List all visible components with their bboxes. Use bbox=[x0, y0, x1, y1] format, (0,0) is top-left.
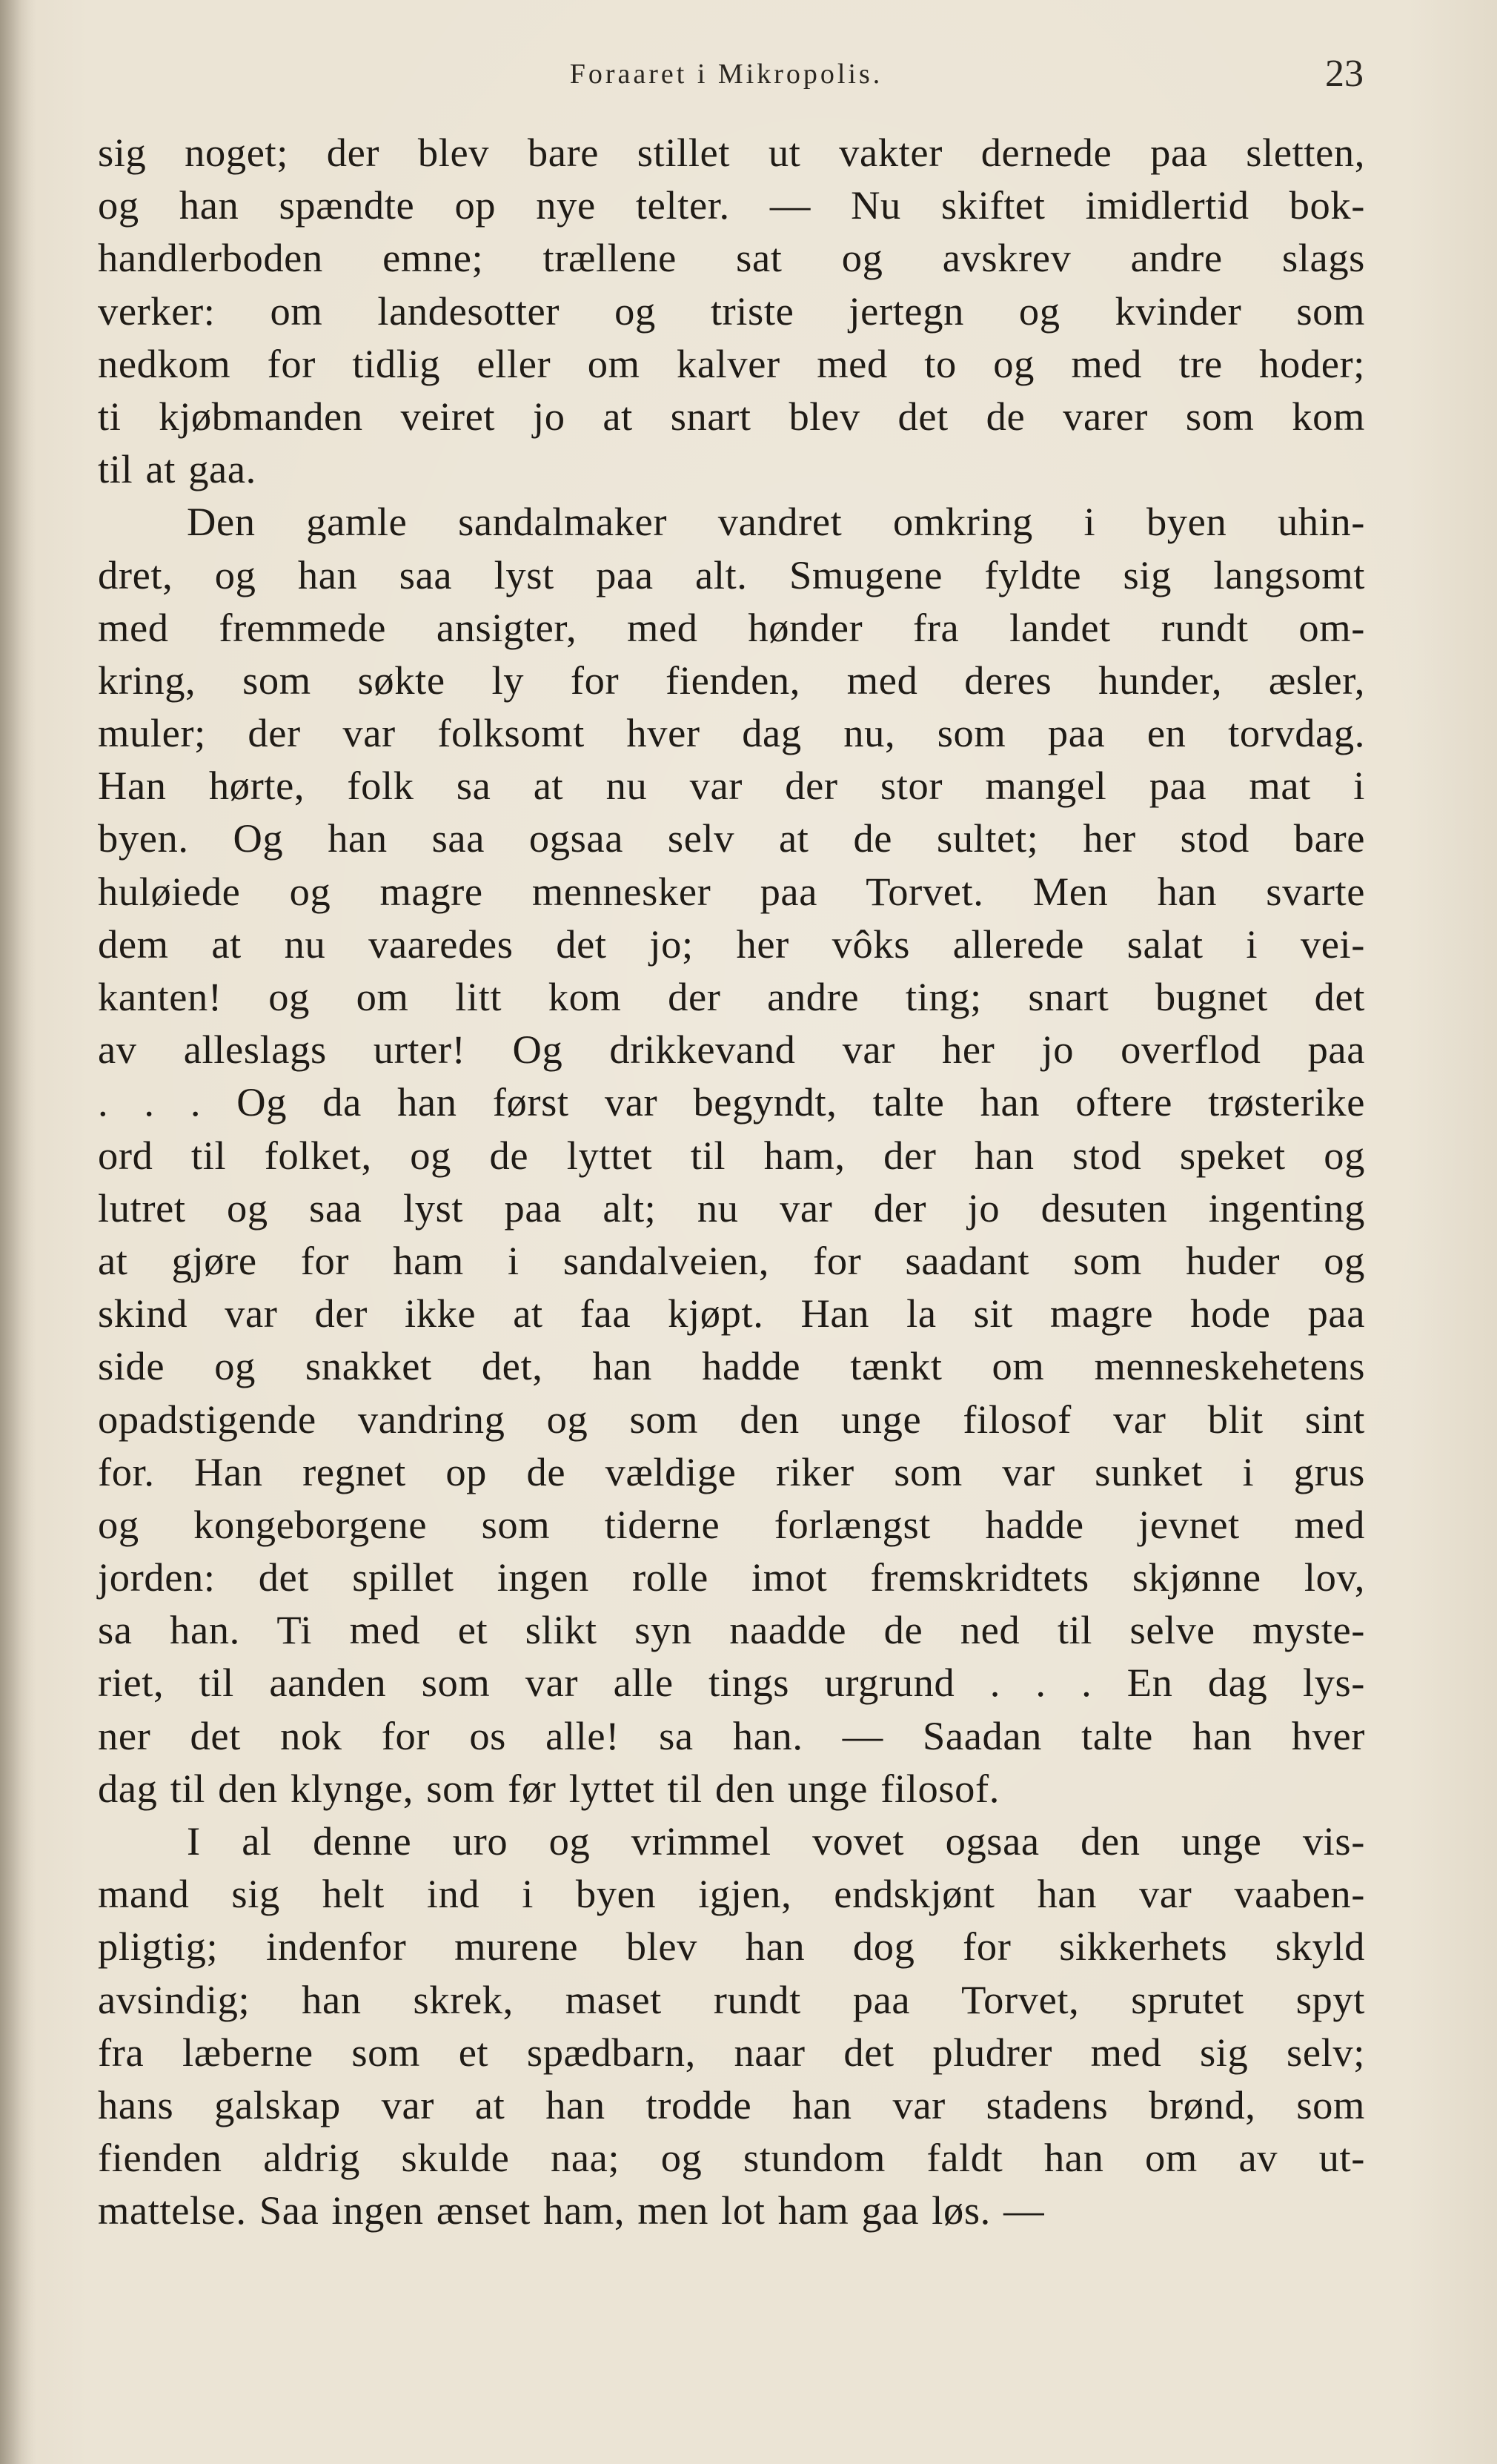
text-line: ord til folket, og de lyttet til ham, der han stod speket og bbox=[98, 1132, 1365, 1178]
text-line: riet, til aanden som var alle tings urgrund . . . En dag lys- bbox=[98, 1660, 1365, 1706]
text-line: byen. Og han saa ogsaa selv at de sultet; her stod bare bbox=[98, 815, 1365, 861]
text-line: kring, som søkte ly for fienden, med deres hunder, æsler, bbox=[98, 657, 1365, 703]
page-number: 23 bbox=[1325, 53, 1364, 95]
text-line: at gjøre for ham i sandalveien, for saadant som huder og bbox=[98, 1237, 1365, 1283]
text-line: dret, og han saa lyst paa alt. Smugene fyldte sig langsomt bbox=[98, 552, 1365, 597]
body-text bbox=[98, 126, 1365, 2237]
text-line: av alleslags urter! Og drikkevand var her jo overflod paa bbox=[98, 1027, 1365, 1073]
text-line: mand sig helt ind i byen igjen, endskjønt han var vaaben- bbox=[98, 1871, 1365, 1917]
text-line: side og snakket det, han hadde tænkt om menneskehetens bbox=[98, 1343, 1365, 1389]
text-line: sa han. Ti med et slikt syn naadde de ned til selve myste- bbox=[98, 1607, 1365, 1653]
text-line: hans galskap var at han trodde han var stadens brønd, som bbox=[98, 2082, 1365, 2127]
text-line: med fremmede ansigter, med hønder fra landet rundt om- bbox=[98, 604, 1365, 650]
text-line: skind var der ikke at faa kjøpt. Han la sit magre hode paa bbox=[98, 1291, 1365, 1337]
text-line: pligtig; indenfor murene blev han dog for sikkerhets skyld bbox=[98, 1924, 1365, 1970]
text-line: sig noget; der blev bare stillet ut vakter dernede paa sletten, bbox=[98, 130, 1365, 175]
text-line: opadstigende vandring og som den unge filosof var blit sint bbox=[98, 1396, 1365, 1442]
text-line: for. Han regnet op de vældige riker som var sunket i grus bbox=[98, 1448, 1365, 1494]
text-line: handlerboden emne; trællene sat og avskrev andre slags bbox=[98, 235, 1365, 281]
text-line: og han spændte op nye telter. — Nu skiftet imidlertid bok- bbox=[98, 182, 1365, 228]
paragraph-start-line: I al denne uro og vrimmel vovet ogsaa den unge vis- bbox=[187, 1818, 1365, 1864]
paragraph-end-line: mattelse. Saa ingen ænset ham, men lot ham gaa løs. — bbox=[98, 2188, 1045, 2233]
text-line: . . . Og da han først var begyndt, talte han oftere trøsterike bbox=[98, 1079, 1365, 1125]
text-line: lutret og saa lyst paa alt; nu var der jo desuten ingenting bbox=[98, 1185, 1365, 1231]
text-line: nedkom for tidlig eller om kalver med to og med tre hoder; bbox=[98, 340, 1365, 386]
paragraph-end-line: til at gaa. bbox=[98, 446, 256, 492]
paragraph-end-line: dag til den klynge, som før lyttet til den unge filosof. bbox=[98, 1765, 1000, 1811]
text-line: kanten! og om litt kom der andre ting; snart bugnet det bbox=[98, 974, 1365, 1019]
text-line: dem at nu vaaredes det jo; her vôks allerede salat i vei- bbox=[98, 921, 1365, 967]
running-title: Foraaret i Mikropolis. bbox=[569, 59, 883, 90]
text-line: jorden: det spillet ingen rolle imot fremskridtets skjønne lov, bbox=[98, 1554, 1365, 1600]
text-line: ner det nok for os alle! sa han. — Saadan talte han hver bbox=[98, 1712, 1365, 1758]
text-line: fra læberne som et spædbarn, naar det pludrer med sig selv; bbox=[98, 2029, 1365, 2075]
text-line: avsindig; han skrek, maset rundt paa Torvet, sprutet spyt bbox=[98, 1976, 1365, 2022]
text-line: huløiede og magre mennesker paa Torvet. Men han svarte bbox=[98, 868, 1365, 914]
binding-shadow bbox=[0, 0, 36, 2464]
text-line: Han hørte, folk sa at nu var der stor mangel paa mat i bbox=[98, 763, 1365, 809]
text-line: fienden aldrig skulde naa; og stundom faldt han om av ut- bbox=[98, 2135, 1365, 2181]
text-line: ti kjøbmanden veiret jo at snart blev det de varer som kom bbox=[98, 393, 1365, 439]
text-line: muler; der var folksomt hver dag nu, som paa en torvdag. bbox=[98, 710, 1365, 756]
text-line: verker: om landesotter og triste jertegn og kvinder som bbox=[98, 288, 1365, 334]
text-line: og kongeborgene som tiderne forlængst hadde jevnet med bbox=[98, 1501, 1365, 1547]
paragraph-start-line: Den gamle sandalmaker vandret omkring i byen uhin- bbox=[187, 499, 1365, 545]
page-header bbox=[89, 52, 1364, 104]
